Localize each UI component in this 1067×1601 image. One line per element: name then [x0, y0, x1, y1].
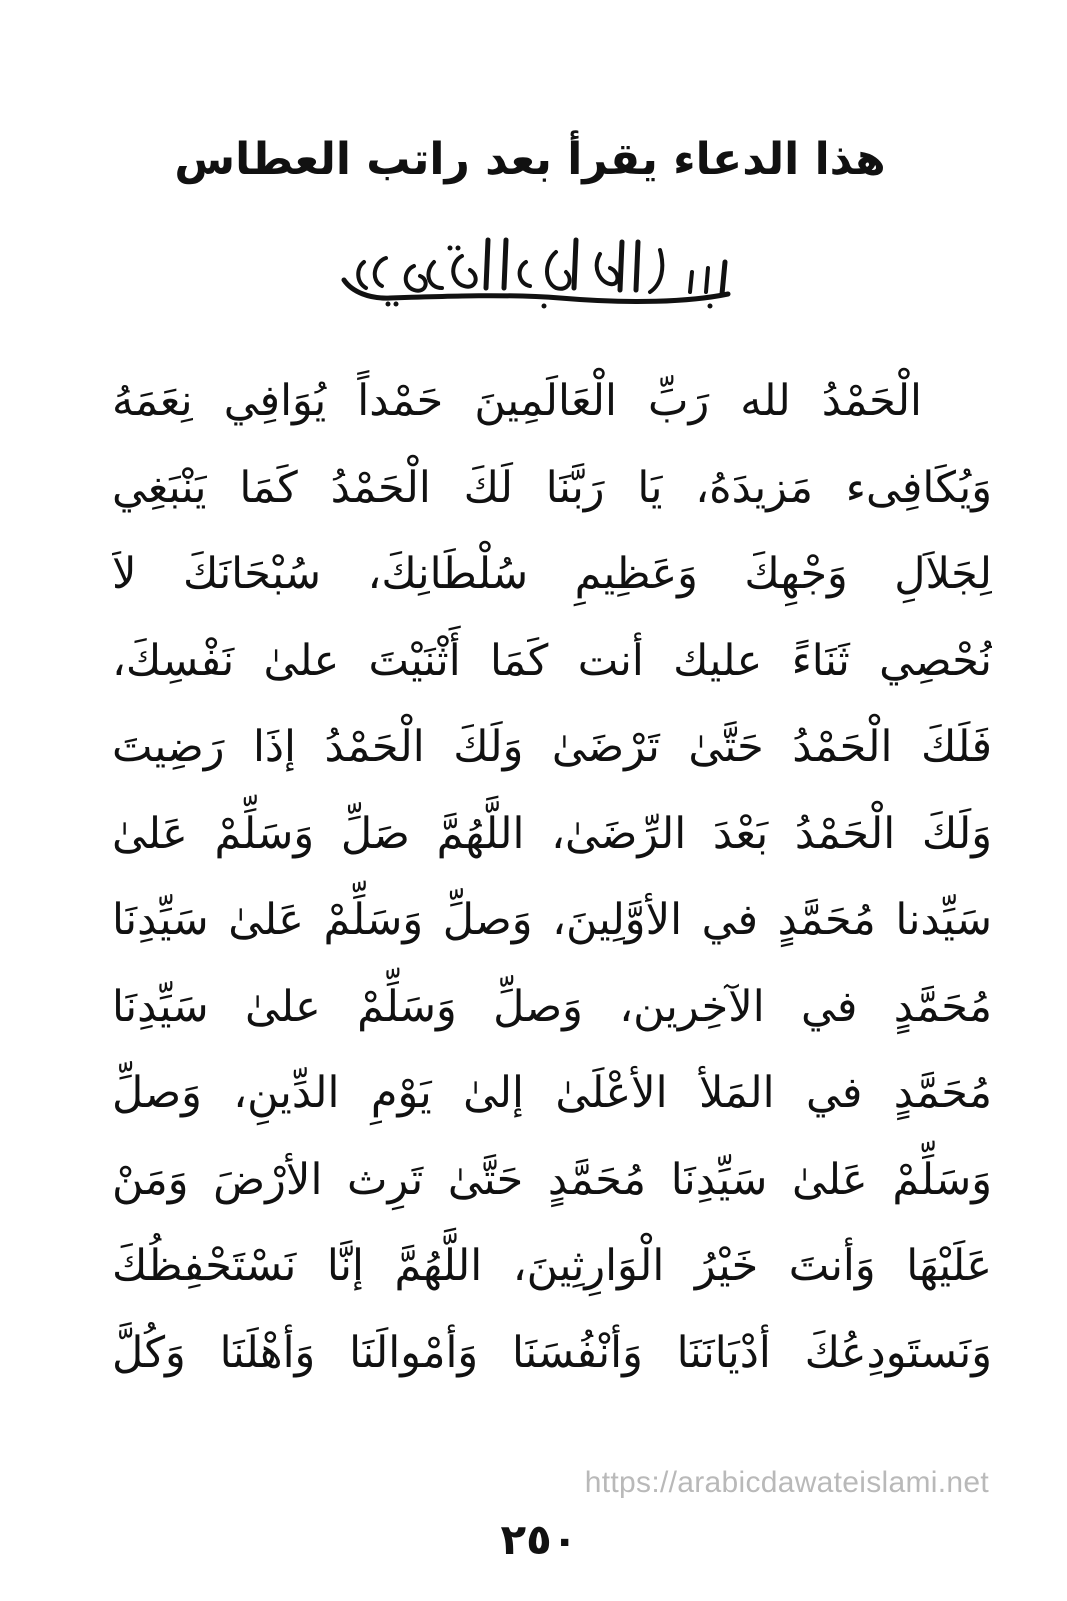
text-line: مُحَمَّدٍ في الآخِرين، وَصلِّ وَسَلِّمْ علىٰ سَيِّدِنَا [112, 981, 992, 1032]
text-line: فَلَكَ الْحَمْدُ حَتَّىٰ تَرْضَىٰ وَلَكَ الْحَمْدُ إذَا رَضِيتَ [112, 722, 992, 772]
text-line: نُحْصِي ثَنَاءً عليك أنت كَمَا أَثْنَيْتَ علىٰ نَفْسِكَ، [112, 635, 992, 686]
text-line: الْحَمْدُ لله رَبِّ الْعَالَمِينَ حَمْداً يُوَافِي نِعَمَهُ [112, 376, 922, 426]
page-number: ٢٥٠ [500, 1515, 578, 1564]
text-line: وَلَكَ الْحَمْدُ بَعْدَ الرِّضَىٰ، اللَّهُمَّ صَلِّ وَسَلِّمْ عَلىٰ [112, 808, 992, 859]
text-line: وَيُكَافِىء مَزيدَهُ، يَا رَبَّنَا لَكَ الْحَمْدُ كَمَا يَنْبَغِي [112, 462, 992, 513]
text-line: وَسَلِّمْ عَلىٰ سَيِّدِنَا مُحَمَّدٍ حَتَّىٰ تَرِث الأرْضَ وَمَنْ [112, 1154, 992, 1205]
text-line: وَنَستَودِعُكَ أدْيَانَنَا وَأنْفُسَنَا وَأمْوالَنَا وَأهْلَنَا وَكُلَّ [112, 1327, 992, 1378]
text-line: لِجَلاَلِ وَجْهِكَ وَعَظِيمِ سُلْطَانِكَ، سُبْحَانَكَ لاَ [112, 549, 992, 599]
basmala-calligraphy [330, 232, 740, 312]
text-line: سَيِّدنا مُحَمَّدٍ في الأوَّلِينَ، وَصلِّ وَسَلِّمْ عَلىٰ سَيِّدِنَا [112, 895, 992, 945]
page-title: هذا الدعاء يقرأ بعد راتب العطاس [174, 134, 886, 185]
supplication-text [112, 358, 992, 1396]
watermark-url: https://arabicdawateislami.net [584, 1466, 989, 1499]
text-line: عَلَيْهَا وَأنتَ خَيْرُ الْوَارِثِينَ، اللَّهُمَّ إنَّا نَسْتَحْفِظُكَ [112, 1241, 992, 1291]
text-line: مُحَمَّدٍ في المَلأ الأعْلَىٰ إلىٰ يَوْمِ الدِّينِ، وَصلِّ [112, 1068, 992, 1118]
